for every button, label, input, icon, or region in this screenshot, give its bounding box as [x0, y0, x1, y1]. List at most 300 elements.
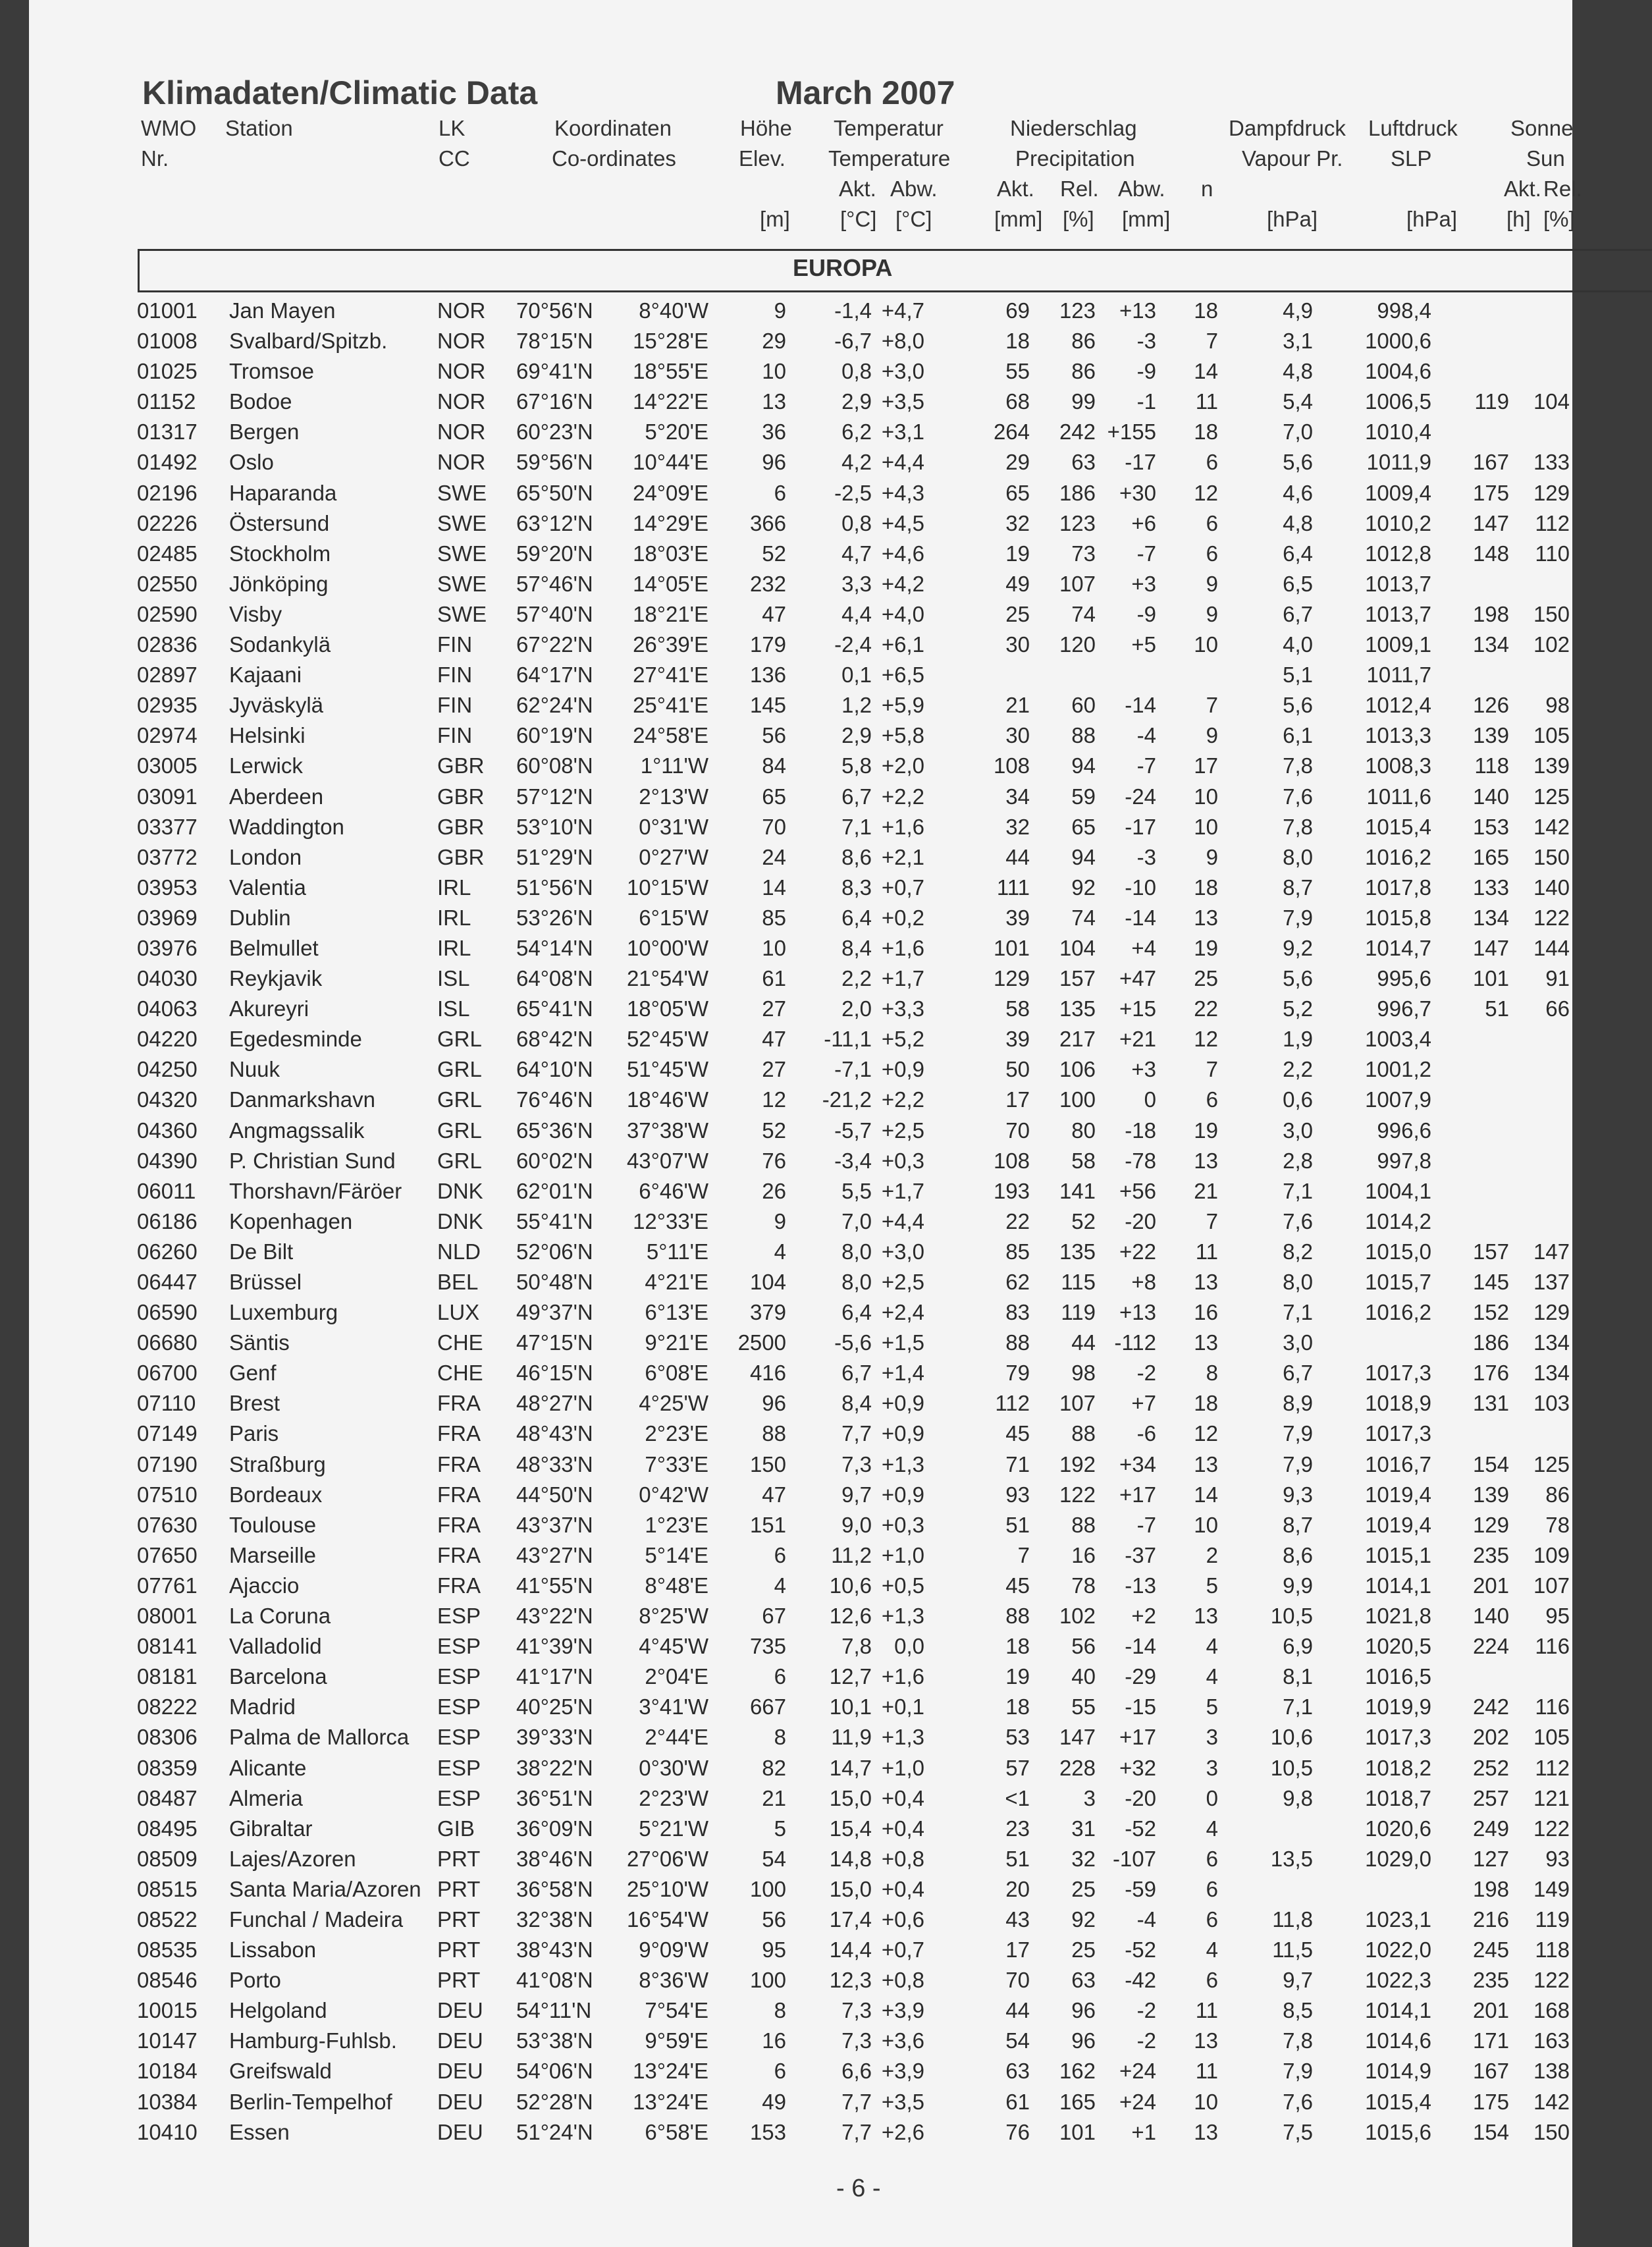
cell-cc: GRL — [437, 1148, 482, 1173]
cell-pr: 74 — [1071, 905, 1096, 930]
cell-pr: 86 — [1071, 359, 1096, 384]
cell-p: 71 — [1005, 1451, 1030, 1476]
cell-cc: PRT — [437, 1876, 481, 1901]
cell-cc: BEL — [437, 1270, 479, 1294]
cell-slp: 1013,7 — [1365, 601, 1431, 626]
cell-cc: GBR — [437, 844, 485, 869]
cell-wmo: 04390 — [137, 1148, 198, 1173]
header-precip-unit-abw: [mm] — [1122, 207, 1171, 231]
table-row — [29, 779, 1572, 809]
cell-sh: 198 — [1472, 1876, 1509, 1901]
header-cc: CC — [439, 146, 470, 171]
cell-pa: -6 — [1136, 1421, 1156, 1446]
cell-elev: 21 — [762, 1785, 786, 1810]
cell-sh: 235 — [1472, 1968, 1509, 1993]
cell-pa: +3 — [1131, 571, 1156, 596]
cell-cc: FRA — [437, 1391, 481, 1416]
cell-sr: 103 — [1533, 1391, 1570, 1416]
table-row — [29, 1264, 1572, 1295]
cell-n: 11 — [1195, 2059, 1218, 2084]
cell-station: Stockholm — [229, 541, 331, 566]
cell-cc: GRL — [437, 1027, 482, 1052]
cell-pr: 115 — [1061, 1270, 1096, 1294]
header-slp: Luftdruck — [1368, 116, 1458, 140]
cell-vp: 8,6 — [1283, 1542, 1313, 1567]
cell-sr: 150 — [1533, 601, 1570, 626]
cell-station: Akureyri — [229, 996, 309, 1021]
cell-wmo: 01008 — [137, 329, 198, 354]
cell-lon: 9°09'W — [639, 1937, 708, 1963]
cell-pr: 120 — [1059, 632, 1096, 657]
cell-lat: 41°55'N — [516, 1573, 593, 1598]
cell-ta: +6,5 — [881, 663, 924, 688]
cell-ta: +3,5 — [881, 2089, 924, 2114]
cell-t: 10,6 — [829, 1573, 872, 1598]
cell-lon: 4°21'E — [645, 1270, 708, 1294]
cell-lat: 48°33'N — [516, 1451, 593, 1476]
cell-sr: 105 — [1533, 723, 1570, 748]
header-coord: Koordinaten — [554, 116, 672, 140]
cell-lat: 70°56'N — [516, 298, 593, 323]
cell-sr: 125 — [1533, 784, 1570, 809]
cell-p: 23 — [1005, 1816, 1030, 1841]
cell-sh: 148 — [1472, 541, 1509, 566]
cell-ta: +1,3 — [881, 1725, 924, 1750]
cell-lon: 6°13'E — [645, 1300, 708, 1325]
cell-t: -7,1 — [834, 1057, 872, 1082]
cell-slp: 1020,5 — [1365, 1634, 1431, 1659]
cell-lat: 53°26'N — [516, 905, 593, 930]
cell-elev: 54 — [762, 1846, 786, 1871]
cell-lon: 7°33'E — [645, 1451, 708, 1476]
cell-slp: 1016,2 — [1365, 844, 1431, 869]
cell-pr: 217 — [1059, 1027, 1096, 1052]
cell-t: 2,0 — [841, 996, 872, 1021]
cell-pr: 98 — [1071, 1361, 1096, 1386]
cell-vp: 8,9 — [1283, 1391, 1313, 1416]
cell-sh: 201 — [1472, 1998, 1509, 2023]
cell-vp: 7,0 — [1283, 420, 1313, 445]
cell-pa: +7 — [1131, 1391, 1156, 1416]
cell-n: 16 — [1194, 1300, 1218, 1325]
cell-p: 76 — [1005, 2119, 1030, 2144]
cell-t: 14,4 — [829, 1937, 872, 1963]
page-title: Klimadaten/Climatic Data — [142, 74, 538, 111]
cell-n: 3 — [1206, 1725, 1218, 1750]
cell-t: 8,0 — [841, 1239, 872, 1264]
cell-t: -3,4 — [834, 1148, 872, 1173]
cell-elev: 26 — [762, 1178, 786, 1203]
cell-t: 0,1 — [841, 663, 872, 688]
cell-lon: 9°21'E — [645, 1330, 708, 1355]
cell-p: 65 — [1005, 480, 1030, 505]
cell-station: Greifswald — [229, 2059, 332, 2084]
cell-pr: 147 — [1059, 1725, 1096, 1750]
cell-sr: 150 — [1533, 844, 1570, 869]
cell-pa: -3 — [1136, 329, 1156, 354]
table-row — [29, 414, 1572, 445]
cell-n: 14 — [1194, 1482, 1218, 1507]
cell-cc: FIN — [437, 693, 473, 718]
cell-lon: 6°46'W — [639, 1178, 708, 1203]
cell-wmo: 03969 — [137, 905, 198, 930]
cell-slp: 1014,1 — [1365, 1998, 1431, 2023]
cell-pa: -3 — [1136, 844, 1156, 869]
table-row — [29, 900, 1572, 931]
cell-wmo: 01025 — [137, 359, 198, 384]
cell-n: 9 — [1206, 844, 1218, 869]
cell-lon: 15°28'E — [633, 329, 708, 354]
cell-pa: -37 — [1125, 1542, 1156, 1567]
cell-lat: 43°22'N — [516, 1604, 593, 1629]
cell-p: 45 — [1005, 1573, 1030, 1598]
cell-lon: 16°54'W — [626, 1907, 708, 1932]
table-row — [29, 1447, 1572, 1477]
cell-ta: +1,0 — [881, 1542, 924, 1567]
cell-cc: FRA — [437, 1451, 481, 1476]
cell-station: Östersund — [229, 510, 330, 535]
cell-p: 19 — [1005, 541, 1030, 566]
cell-elev: 36 — [762, 420, 786, 445]
cell-vp: 7,6 — [1283, 2089, 1313, 2114]
cell-lat: 55°41'N — [516, 1208, 593, 1233]
region-box — [138, 249, 1652, 292]
cell-slp: 997,8 — [1377, 1148, 1431, 1173]
cell-p: 62 — [1005, 1270, 1030, 1294]
cell-vp: 9,7 — [1283, 1968, 1313, 1993]
cell-elev: 29 — [762, 329, 786, 354]
cell-lat: 54°06'N — [516, 2059, 593, 2084]
table-row — [29, 1993, 1572, 2023]
cell-cc: NOR — [437, 450, 486, 475]
cell-sh: 139 — [1472, 1482, 1509, 1507]
cell-elev: 27 — [762, 996, 786, 1021]
cell-lat: 67°16'N — [516, 389, 593, 414]
cell-pr: 135 — [1059, 996, 1096, 1021]
cell-sh: 133 — [1472, 875, 1509, 900]
cell-p: 83 — [1005, 1300, 1030, 1325]
cell-wmo: 07630 — [137, 1512, 198, 1537]
cell-sr: 95 — [1545, 1604, 1570, 1629]
cell-n: 9 — [1206, 571, 1218, 596]
table-row — [29, 809, 1572, 840]
cell-elev: 10 — [762, 935, 786, 960]
cell-slp: 1014,9 — [1365, 2059, 1431, 2084]
cell-elev: 416 — [749, 1361, 786, 1386]
cell-pr: 122 — [1059, 1482, 1096, 1507]
cell-n: 11 — [1195, 1239, 1218, 1264]
cell-lat: 41°39'N — [516, 1634, 593, 1659]
cell-cc: DNK — [437, 1178, 483, 1203]
cell-wmo: 04030 — [137, 966, 198, 991]
table-row — [29, 1507, 1572, 1538]
cell-n: 25 — [1194, 966, 1218, 991]
cell-ta: +1,6 — [881, 814, 924, 839]
cell-n: 13 — [1194, 2028, 1218, 2053]
table-row — [29, 536, 1572, 566]
table-row — [29, 840, 1572, 870]
cell-wmo: 08495 — [137, 1816, 198, 1841]
cell-t: 7,8 — [841, 1634, 872, 1659]
cell-wmo: 01152 — [137, 389, 196, 414]
cell-lon: 18°05'W — [626, 996, 708, 1021]
cell-lon: 26°39'E — [633, 632, 708, 657]
cell-vp: 9,3 — [1283, 1482, 1313, 1507]
cell-ta: +4,6 — [881, 541, 924, 566]
cell-n: 4 — [1206, 1664, 1218, 1689]
cell-sr: 150 — [1533, 2119, 1570, 2144]
cell-lon: 52°45'W — [626, 1027, 708, 1052]
cell-lat: 41°17'N — [516, 1664, 593, 1689]
cell-t: 7,7 — [841, 2119, 872, 2144]
cell-vp: 6,7 — [1283, 601, 1313, 626]
cell-n: 10 — [1194, 814, 1218, 839]
cell-sr: 78 — [1545, 1512, 1570, 1537]
cell-vp: 8,7 — [1283, 1512, 1313, 1537]
table-row — [29, 1143, 1572, 1174]
cell-station: Helgoland — [229, 1998, 327, 2023]
cell-elev: 47 — [762, 1027, 786, 1052]
cell-p: 79 — [1005, 1361, 1030, 1386]
cell-pr: 60 — [1071, 693, 1096, 718]
cell-p: 19 — [1005, 1664, 1030, 1689]
header-station: Station — [225, 116, 293, 140]
cell-lon: 4°45'W — [639, 1634, 708, 1659]
cell-t: 11,9 — [831, 1725, 872, 1750]
cell-lat: 44°50'N — [516, 1482, 593, 1507]
cell-station: Berlin-Tempelhof — [229, 2089, 392, 2114]
cell-lon: 2°04'E — [645, 1664, 708, 1689]
cell-elev: 735 — [749, 1634, 786, 1659]
cell-lon: 2°13'W — [639, 784, 708, 809]
cell-t: -2,5 — [834, 480, 872, 505]
cell-ta: +0,3 — [881, 1512, 924, 1537]
cell-slp: 1019,4 — [1365, 1512, 1431, 1537]
cell-sh: 249 — [1472, 1816, 1509, 1841]
cell-pa: +56 — [1119, 1178, 1156, 1203]
cell-lon: 12°33'E — [633, 1208, 708, 1233]
header-wmo: WMO — [141, 116, 197, 140]
cell-station: Jönköping — [229, 571, 329, 596]
cell-n: 10 — [1194, 632, 1218, 657]
cell-elev: 67 — [762, 1604, 786, 1629]
cell-sh: 245 — [1472, 1937, 1509, 1963]
cell-p: 25 — [1005, 601, 1030, 626]
cell-n: 10 — [1194, 1512, 1218, 1537]
cell-station: La Coruna — [229, 1604, 331, 1629]
cell-lon: 14°22'E — [633, 389, 708, 414]
header-slp-en: SLP — [1391, 146, 1432, 171]
cell-lon: 2°44'E — [645, 1725, 708, 1750]
cell-station: Bodoe — [229, 389, 292, 414]
cell-lon: 5°21'W — [639, 1816, 708, 1841]
cell-pa: -24 — [1125, 784, 1156, 809]
cell-lon: 5°20'E — [645, 420, 708, 445]
cell-cc: FRA — [437, 1573, 481, 1598]
cell-cc: GBR — [437, 814, 485, 839]
cell-ta: +0,4 — [881, 1785, 924, 1810]
cell-elev: 14 — [762, 875, 786, 900]
cell-ta: +0,3 — [881, 1148, 924, 1173]
cell-pa: -7 — [1136, 541, 1156, 566]
cell-pr: 63 — [1071, 1968, 1096, 1993]
cell-vp: 11,5 — [1272, 1937, 1313, 1963]
cell-p: 69 — [1005, 298, 1030, 323]
cell-cc: SWE — [437, 601, 487, 626]
cell-wmo: 03976 — [137, 935, 198, 960]
cell-elev: 52 — [762, 541, 786, 566]
header-coordinates: Co-ordinates — [552, 146, 676, 171]
cell-p: 45 — [1005, 1421, 1030, 1446]
cell-lat: 64°08'N — [516, 966, 593, 991]
cell-lon: 1°23'E — [645, 1512, 708, 1537]
cell-sr: 142 — [1533, 814, 1570, 839]
cell-pa: -10 — [1125, 875, 1156, 900]
cell-lon: 8°48'E — [645, 1573, 708, 1598]
cell-station: Funchal / Madeira — [229, 1907, 404, 1932]
cell-sr: 105 — [1533, 1725, 1570, 1750]
cell-lat: 57°40'N — [516, 601, 593, 626]
cell-vp: 8,7 — [1283, 875, 1313, 900]
cell-elev: 70 — [762, 814, 786, 839]
cell-station: Kopenhagen — [229, 1208, 353, 1233]
cell-lat: 60°08'N — [516, 753, 593, 778]
cell-lat: 51°29'N — [516, 844, 593, 869]
cell-n: 10 — [1194, 2089, 1218, 2114]
cell-vp: 8,5 — [1283, 1998, 1313, 2023]
cell-wmo: 02590 — [137, 601, 198, 626]
cell-n: 18 — [1194, 875, 1218, 900]
cell-cc: NOR — [437, 298, 486, 323]
cell-lon: 24°09'E — [633, 480, 708, 505]
cell-slp: 1019,9 — [1365, 1694, 1431, 1719]
header-precip-unit-akt: [mm] — [994, 207, 1043, 231]
cell-ta: +1,7 — [881, 966, 924, 991]
cell-cc: ESP — [437, 1725, 481, 1750]
table-row — [29, 1021, 1572, 1052]
cell-n: 6 — [1206, 1876, 1218, 1901]
cell-vp: 7,9 — [1283, 2059, 1313, 2084]
table-row — [29, 2023, 1572, 2053]
cell-station: Lajes/Azoren — [229, 1846, 356, 1871]
cell-vp: 3,0 — [1283, 1330, 1313, 1355]
cell-t: 1,2 — [841, 693, 872, 718]
table-row — [29, 384, 1572, 414]
cell-lon: 27°41'E — [633, 663, 708, 688]
cell-station: Porto — [229, 1968, 281, 1993]
cell-station: Lissabon — [229, 1937, 317, 1963]
cell-t: 15,0 — [829, 1785, 872, 1810]
cell-wmo: 08487 — [137, 1785, 198, 1810]
cell-elev: 6 — [774, 2059, 786, 2084]
cell-station: Thorshavn/Färöer — [229, 1178, 402, 1203]
cell-station: Gibraltar — [229, 1816, 313, 1841]
cell-vp: 9,2 — [1283, 935, 1313, 960]
cell-n: 6 — [1206, 1087, 1218, 1112]
cell-ta: +3,6 — [881, 2028, 924, 2053]
cell-ta: +0,8 — [881, 1968, 924, 1993]
cell-t: 17,4 — [829, 1907, 872, 1932]
cell-pr: 162 — [1059, 2059, 1096, 2084]
cell-ta: +1,6 — [881, 935, 924, 960]
cell-vp: 4,8 — [1283, 359, 1313, 384]
cell-p: 17 — [1005, 1087, 1030, 1112]
cell-station: Aberdeen — [229, 784, 324, 809]
cell-slp: 1008,3 — [1365, 753, 1431, 778]
cell-ta: +4,0 — [881, 601, 924, 626]
cell-slp: 1014,6 — [1365, 2028, 1431, 2053]
cell-station: Santa Maria/Azoren — [229, 1876, 421, 1901]
cell-cc: ESP — [437, 1755, 481, 1780]
cell-slp: 1016,2 — [1365, 1300, 1431, 1325]
cell-sr: 104 — [1533, 389, 1570, 414]
cell-lon: 4°25'W — [639, 1391, 708, 1416]
cell-sr: 112 — [1535, 510, 1570, 535]
cell-vp: 9,8 — [1283, 1785, 1313, 1810]
cell-sh: 176 — [1472, 1361, 1509, 1386]
cell-ta: +4,3 — [881, 480, 924, 505]
cell-lon: 8°40'W — [639, 298, 708, 323]
cell-sh: 235 — [1472, 1542, 1509, 1567]
cell-vp: 5,6 — [1283, 966, 1313, 991]
cell-sr: 91 — [1545, 966, 1570, 991]
header-precip-abw: Abw. — [1118, 176, 1165, 201]
cell-t: 8,6 — [841, 844, 872, 869]
cell-n: 6 — [1206, 510, 1218, 535]
cell-vp: 6,5 — [1283, 571, 1313, 596]
cell-p: 88 — [1005, 1330, 1030, 1355]
table-row — [29, 1750, 1572, 1781]
header-sun-akt: Akt. — [1504, 176, 1541, 201]
cell-slp: 1000,6 — [1365, 329, 1431, 354]
cell-vp: 8,2 — [1283, 1239, 1313, 1264]
cell-sh: 198 — [1472, 601, 1509, 626]
cell-t: -11,1 — [824, 1027, 872, 1052]
cell-lon: 25°10'W — [626, 1876, 708, 1901]
cell-t: 6,7 — [841, 1361, 872, 1386]
cell-pr: 88 — [1071, 1421, 1096, 1446]
cell-pr: 25 — [1071, 1876, 1096, 1901]
cell-ta: +5,2 — [881, 1027, 924, 1052]
cell-slp: 1006,5 — [1365, 389, 1431, 414]
header-sun: Sonne — [1510, 116, 1574, 140]
cell-lon: 6°08'E — [645, 1361, 708, 1386]
cell-cc: FIN — [437, 723, 473, 748]
cell-ta: +4,4 — [881, 450, 924, 475]
cell-p: 18 — [1005, 1694, 1030, 1719]
cell-pa: -20 — [1125, 1785, 1156, 1810]
cell-n: 12 — [1194, 1027, 1218, 1052]
cell-pr: 74 — [1071, 601, 1096, 626]
cell-sr: 134 — [1533, 1361, 1570, 1386]
cell-p: 58 — [1005, 996, 1030, 1021]
cell-cc: FIN — [437, 632, 473, 657]
cell-p: 193 — [993, 1178, 1030, 1203]
cell-cc: GRL — [437, 1087, 482, 1112]
cell-n: 13 — [1194, 905, 1218, 930]
cell-pr: 86 — [1071, 329, 1096, 354]
cell-vp: 8,0 — [1283, 1270, 1313, 1294]
cell-pr: 157 — [1059, 966, 1096, 991]
cell-cc: CHE — [437, 1330, 483, 1355]
header-sun-rel: Rel. — [1543, 176, 1582, 201]
cell-slp: 996,6 — [1377, 1118, 1431, 1143]
cell-station: Marseille — [229, 1542, 317, 1567]
cell-n: 12 — [1194, 1421, 1218, 1446]
cell-lon: 10°15'W — [626, 875, 708, 900]
cell-station: Lerwick — [229, 753, 303, 778]
cell-elev: 8 — [774, 1725, 786, 1750]
